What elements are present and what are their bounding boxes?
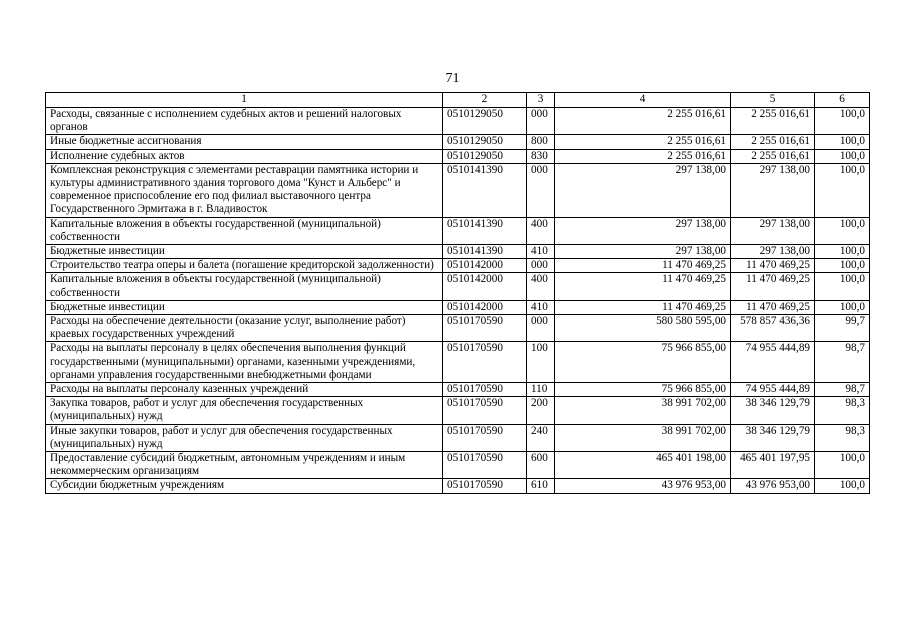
row-plan-amount: 297 138,00 xyxy=(555,245,731,259)
row-plan-amount: 297 138,00 xyxy=(555,163,731,217)
row-expense-type: 600 xyxy=(527,452,555,479)
table-row xyxy=(46,245,870,259)
row-code: 0510129050 xyxy=(443,135,527,149)
row-code: 0510170590 xyxy=(443,452,527,479)
row-name: Предоставление субсидий бюджетным, автономным учреждениям и иным некоммерческим организациям xyxy=(46,452,443,479)
row-percent: 98,7 xyxy=(815,383,870,397)
row-actual-amount: 2 255 016,61 xyxy=(731,108,815,135)
table-row xyxy=(46,135,870,149)
row-plan-amount: 11 470 469,25 xyxy=(555,273,731,300)
row-code: 0510141390 xyxy=(443,245,527,259)
table-row xyxy=(46,424,870,451)
row-actual-amount: 2 255 016,61 xyxy=(731,135,815,149)
table-row xyxy=(46,383,870,397)
row-name: Капитальные вложения в объекты государственной (муниципальной) собственности xyxy=(46,217,443,244)
row-plan-amount: 465 401 198,00 xyxy=(555,452,731,479)
row-name: Бюджетные инвестиции xyxy=(46,245,443,259)
header-row xyxy=(46,93,870,108)
row-percent: 99,7 xyxy=(815,315,870,342)
row-code: 0510170590 xyxy=(443,424,527,451)
row-expense-type: 410 xyxy=(527,245,555,259)
row-percent: 100,0 xyxy=(815,149,870,163)
row-expense-type: 800 xyxy=(527,135,555,149)
row-code: 0510142000 xyxy=(443,259,527,273)
row-code: 0510141390 xyxy=(443,163,527,217)
row-actual-amount: 11 470 469,25 xyxy=(731,259,815,273)
header-col-4: 4 xyxy=(555,93,731,108)
row-name: Расходы на выплаты персоналу казенных учреждений xyxy=(46,383,443,397)
row-expense-type: 000 xyxy=(527,163,555,217)
row-code: 0510170590 xyxy=(443,315,527,342)
row-percent: 100,0 xyxy=(815,259,870,273)
row-percent: 98,7 xyxy=(815,342,870,383)
table-row xyxy=(46,397,870,424)
row-percent: 100,0 xyxy=(815,245,870,259)
row-name: Бюджетные инвестиции xyxy=(46,300,443,314)
table-row xyxy=(46,342,870,383)
row-code: 0510141390 xyxy=(443,217,527,244)
row-expense-type: 240 xyxy=(527,424,555,451)
header-col-5: 5 xyxy=(731,93,815,108)
row-code: 0510170590 xyxy=(443,479,527,493)
row-expense-type: 830 xyxy=(527,149,555,163)
row-expense-type: 000 xyxy=(527,315,555,342)
row-name: Закупка товаров, работ и услуг для обеспечения государственных (муниципальных) нужд xyxy=(46,397,443,424)
row-plan-amount: 38 991 702,00 xyxy=(555,397,731,424)
table-row xyxy=(46,300,870,314)
row-expense-type: 400 xyxy=(527,273,555,300)
page-number: 71 xyxy=(445,71,460,86)
row-code: 0510142000 xyxy=(443,273,527,300)
row-plan-amount: 75 966 855,00 xyxy=(555,383,731,397)
row-actual-amount: 43 976 953,00 xyxy=(731,479,815,493)
table-body xyxy=(46,108,870,494)
row-name: Иные закупки товаров, работ и услуг для обеспечения государственных (муниципальных) нужд xyxy=(46,424,443,451)
row-expense-type: 410 xyxy=(527,300,555,314)
row-plan-amount: 38 991 702,00 xyxy=(555,424,731,451)
row-percent: 100,0 xyxy=(815,452,870,479)
row-name: Субсидии бюджетным учреждениям xyxy=(46,479,443,493)
row-expense-type: 110 xyxy=(527,383,555,397)
header-col-3: 3 xyxy=(527,93,555,108)
row-actual-amount: 11 470 469,25 xyxy=(731,300,815,314)
row-expense-type: 000 xyxy=(527,259,555,273)
row-name: Расходы на выплаты персоналу в целях обеспечения выполнения функций государственными (муниципальными) органами, казенными учреждениями, органами управления государственными внебюджетными фондами xyxy=(46,342,443,383)
row-plan-amount: 297 138,00 xyxy=(555,217,731,244)
row-plan-amount: 2 255 016,61 xyxy=(555,108,731,135)
row-percent: 100,0 xyxy=(815,273,870,300)
row-percent: 98,3 xyxy=(815,397,870,424)
row-code: 0510170590 xyxy=(443,383,527,397)
row-name: Строительство театра оперы и балета (погашение кредиторской задолженности) xyxy=(46,259,443,273)
row-expense-type: 000 xyxy=(527,108,555,135)
row-percent: 100,0 xyxy=(815,217,870,244)
header-col-1: 1 xyxy=(46,93,443,108)
row-percent: 98,3 xyxy=(815,424,870,451)
table-row xyxy=(46,108,870,135)
row-name: Комплексная реконструкция с элементами реставрации памятника истории и культуры административного здания торгового дома "Кунст и Альберс" и современное приспособление его под филиал выставочного центра Государственного Эрмитажа в г. Владивосток xyxy=(46,163,443,217)
row-plan-amount: 580 580 595,00 xyxy=(555,315,731,342)
row-actual-amount: 297 138,00 xyxy=(731,163,815,217)
row-actual-amount: 465 401 197,95 xyxy=(731,452,815,479)
row-actual-amount: 74 955 444,89 xyxy=(731,342,815,383)
row-name: Иные бюджетные ассигнования xyxy=(46,135,443,149)
row-actual-amount: 38 346 129,79 xyxy=(731,397,815,424)
row-plan-amount: 11 470 469,25 xyxy=(555,300,731,314)
row-expense-type: 610 xyxy=(527,479,555,493)
row-percent: 100,0 xyxy=(815,163,870,217)
row-actual-amount: 74 955 444,89 xyxy=(731,383,815,397)
row-code: 0510170590 xyxy=(443,397,527,424)
row-plan-amount: 11 470 469,25 xyxy=(555,259,731,273)
row-code: 0510129050 xyxy=(443,149,527,163)
row-percent: 100,0 xyxy=(815,108,870,135)
row-expense-type: 200 xyxy=(527,397,555,424)
table-row xyxy=(46,217,870,244)
row-expense-type: 400 xyxy=(527,217,555,244)
row-name: Исполнение судебных актов xyxy=(46,149,443,163)
row-percent: 100,0 xyxy=(815,300,870,314)
row-code: 0510142000 xyxy=(443,300,527,314)
row-percent: 100,0 xyxy=(815,479,870,493)
table-row xyxy=(46,273,870,300)
row-plan-amount: 43 976 953,00 xyxy=(555,479,731,493)
row-name: Расходы на обеспечение деятельности (оказание услуг, выполнение работ) краевых государственных учреждений xyxy=(46,315,443,342)
header-col-6: 6 xyxy=(815,93,870,108)
row-actual-amount: 297 138,00 xyxy=(731,217,815,244)
row-expense-type: 100 xyxy=(527,342,555,383)
table-row xyxy=(46,479,870,493)
table-row xyxy=(46,259,870,273)
row-actual-amount: 11 470 469,25 xyxy=(731,273,815,300)
row-code: 0510129050 xyxy=(443,108,527,135)
row-plan-amount: 75 966 855,00 xyxy=(555,342,731,383)
table-row xyxy=(46,315,870,342)
row-plan-amount: 2 255 016,61 xyxy=(555,135,731,149)
budget-table xyxy=(45,92,870,494)
header-col-2: 2 xyxy=(443,93,527,108)
table-row xyxy=(46,149,870,163)
row-actual-amount: 38 346 129,79 xyxy=(731,424,815,451)
row-plan-amount: 2 255 016,61 xyxy=(555,149,731,163)
table-row xyxy=(46,163,870,217)
row-actual-amount: 578 857 436,36 xyxy=(731,315,815,342)
table-row xyxy=(46,452,870,479)
row-name: Расходы, связанные с исполнением судебных актов и решений налоговых органов xyxy=(46,108,443,135)
row-name: Капитальные вложения в объекты государственной (муниципальной) собственности xyxy=(46,273,443,300)
row-code: 0510170590 xyxy=(443,342,527,383)
row-actual-amount: 2 255 016,61 xyxy=(731,149,815,163)
row-actual-amount: 297 138,00 xyxy=(731,245,815,259)
row-percent: 100,0 xyxy=(815,135,870,149)
